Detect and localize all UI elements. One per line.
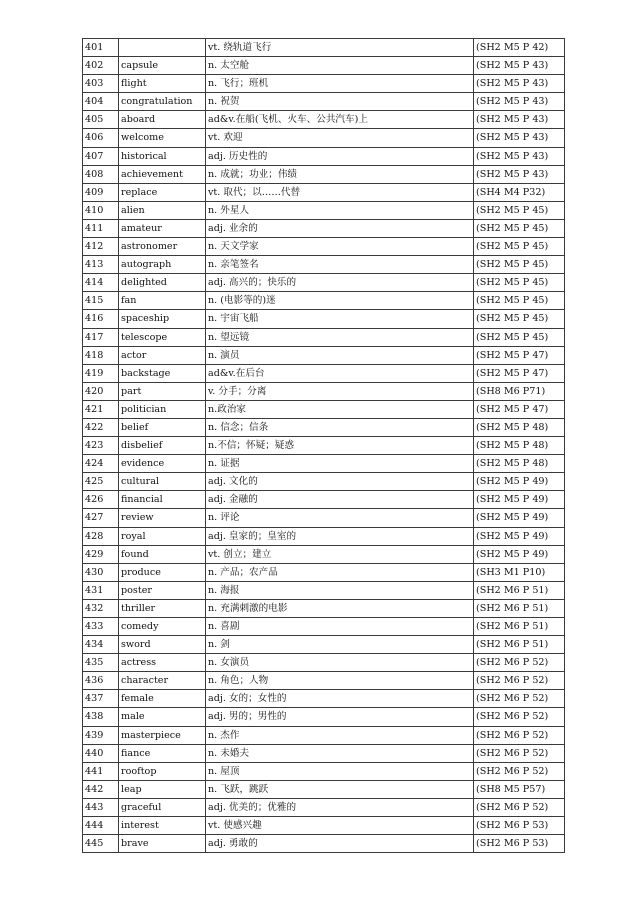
textbook-reference-cell: (SH2 M5 P 45) (474, 219, 565, 237)
table-row (83, 292, 565, 310)
entry-number-cell: 440 (83, 744, 119, 762)
definition-cell: adj. 业余的 (206, 219, 474, 237)
entry-number-cell: 414 (83, 274, 119, 292)
english-word-cell: female (119, 690, 206, 708)
textbook-reference-cell: (SH2 M5 P 49) (474, 491, 565, 509)
textbook-reference-cell: (SH2 M5 P 43) (474, 111, 565, 129)
textbook-reference-cell: (SH2 M6 P 52) (474, 762, 565, 780)
definition-cell: n. 充满刺激的电影 (206, 599, 474, 617)
entry-number-cell: 441 (83, 762, 119, 780)
textbook-reference-cell: (SH2 M6 P 51) (474, 599, 565, 617)
table-row (83, 563, 565, 581)
definition-cell: vt. 绕轨道飞行 (206, 39, 474, 57)
textbook-reference-cell: (SH2 M6 P 52) (474, 672, 565, 690)
textbook-reference-cell: (SH2 M5 P 45) (474, 292, 565, 310)
table-row (83, 672, 565, 690)
english-word-cell: royal (119, 527, 206, 545)
definition-cell: adj. 历史性的 (206, 147, 474, 165)
english-word-cell: rooftop (119, 762, 206, 780)
english-word-cell: alien (119, 201, 206, 219)
table-row (83, 636, 565, 654)
textbook-reference-cell: (SH2 M5 P 48) (474, 418, 565, 436)
table-row (83, 256, 565, 274)
textbook-reference-cell: (SH2 M5 P 45) (474, 328, 565, 346)
english-word-cell: part (119, 382, 206, 400)
table-row (83, 39, 565, 57)
english-word-cell: replace (119, 183, 206, 201)
english-word-cell: astronomer (119, 238, 206, 256)
definition-cell: n. 飞行；班机 (206, 75, 474, 93)
definition-cell: adj. 优美的；优雅的 (206, 798, 474, 816)
english-word-cell: spaceship (119, 310, 206, 328)
definition-cell: n. 女演员 (206, 654, 474, 672)
entry-number-cell: 420 (83, 382, 119, 400)
entry-number-cell: 415 (83, 292, 119, 310)
textbook-reference-cell: (SH8 M5 P57) (474, 780, 565, 798)
textbook-reference-cell: (SH2 M5 P 49) (474, 545, 565, 563)
entry-number-cell: 402 (83, 57, 119, 75)
table-row (83, 238, 565, 256)
textbook-reference-cell: (SH2 M6 P 51) (474, 581, 565, 599)
entry-number-cell: 437 (83, 690, 119, 708)
english-word-cell: cultural (119, 473, 206, 491)
table-row (83, 744, 565, 762)
table-row (83, 545, 565, 563)
vocabulary-table-body (83, 39, 565, 853)
entry-number-cell: 433 (83, 618, 119, 636)
textbook-reference-cell: (SH2 M5 P 43) (474, 129, 565, 147)
definition-cell: n. 外星人 (206, 201, 474, 219)
table-row (83, 382, 565, 400)
definition-cell: vt. 取代；以……代替 (206, 183, 474, 201)
textbook-reference-cell: (SH4 M4 P32) (474, 183, 565, 201)
textbook-reference-cell: (SH8 M6 P71) (474, 382, 565, 400)
definition-cell: n. 喜剧 (206, 618, 474, 636)
table-row (83, 618, 565, 636)
definition-cell: n. 未婚夫 (206, 744, 474, 762)
english-word-cell: evidence (119, 455, 206, 473)
entry-number-cell: 412 (83, 238, 119, 256)
entry-number-cell: 403 (83, 75, 119, 93)
english-word-cell: comedy (119, 618, 206, 636)
entry-number-cell: 445 (83, 835, 119, 853)
table-row (83, 219, 565, 237)
english-word-cell: delighted (119, 274, 206, 292)
definition-cell: n. 杰作 (206, 726, 474, 744)
english-word-cell: leap (119, 780, 206, 798)
textbook-reference-cell: (SH2 M5 P 49) (474, 509, 565, 527)
english-word-cell: graceful (119, 798, 206, 816)
table-row (83, 817, 565, 835)
textbook-reference-cell: (SH2 M6 P 52) (474, 798, 565, 816)
entry-number-cell: 417 (83, 328, 119, 346)
table-row (83, 599, 565, 617)
english-word-cell: telescope (119, 328, 206, 346)
table-row (83, 654, 565, 672)
table-row (83, 328, 565, 346)
textbook-reference-cell: (SH2 M5 P 43) (474, 57, 565, 75)
table-row (83, 310, 565, 328)
textbook-reference-cell: (SH2 M5 P 47) (474, 400, 565, 418)
entry-number-cell: 411 (83, 219, 119, 237)
textbook-reference-cell: (SH2 M5 P 49) (474, 473, 565, 491)
entry-number-cell: 407 (83, 147, 119, 165)
table-row (83, 726, 565, 744)
table-row (83, 455, 565, 473)
textbook-reference-cell: (SH2 M5 P 48) (474, 455, 565, 473)
definition-cell: n.政治家 (206, 400, 474, 418)
english-word-cell: interest (119, 817, 206, 835)
english-word-cell: congratulation (119, 93, 206, 111)
english-word-cell: capsule (119, 57, 206, 75)
table-row (83, 93, 565, 111)
entry-number-cell: 416 (83, 310, 119, 328)
definition-cell: n. 飞跃，跳跃 (206, 780, 474, 798)
table-row (83, 346, 565, 364)
textbook-reference-cell: (SH2 M5 P 43) (474, 147, 565, 165)
table-row (83, 165, 565, 183)
definition-cell: v. 分手；分离 (206, 382, 474, 400)
table-row (83, 274, 565, 292)
entry-number-cell: 442 (83, 780, 119, 798)
entry-number-cell: 405 (83, 111, 119, 129)
entry-number-cell: 421 (83, 400, 119, 418)
english-word-cell: disbelief (119, 437, 206, 455)
english-word-cell (119, 39, 206, 57)
table-row (83, 835, 565, 853)
textbook-reference-cell: (SH2 M5 P 49) (474, 527, 565, 545)
table-row (83, 201, 565, 219)
textbook-reference-cell: (SH2 M5 P 43) (474, 165, 565, 183)
entry-number-cell: 418 (83, 346, 119, 364)
table-row (83, 75, 565, 93)
textbook-reference-cell: (SH2 M5 P 47) (474, 364, 565, 382)
definition-cell: adj. 金融的 (206, 491, 474, 509)
entry-number-cell: 439 (83, 726, 119, 744)
entry-number-cell: 444 (83, 817, 119, 835)
table-row (83, 418, 565, 436)
entry-number-cell: 436 (83, 672, 119, 690)
english-word-cell: historical (119, 147, 206, 165)
entry-number-cell: 413 (83, 256, 119, 274)
english-word-cell: aboard (119, 111, 206, 129)
definition-cell: n. 角色；人物 (206, 672, 474, 690)
definition-cell: n. 演员 (206, 346, 474, 364)
entry-number-cell: 408 (83, 165, 119, 183)
english-word-cell: poster (119, 581, 206, 599)
table-row (83, 690, 565, 708)
table-row (83, 364, 565, 382)
definition-cell: n. 屋顶 (206, 762, 474, 780)
entry-number-cell: 404 (83, 93, 119, 111)
textbook-reference-cell: (SH3 M1 P10) (474, 563, 565, 581)
english-word-cell: welcome (119, 129, 206, 147)
definition-cell: adj. 男的；男性的 (206, 708, 474, 726)
definition-cell: adj. 女的；女性的 (206, 690, 474, 708)
definition-cell: vt. 创立；建立 (206, 545, 474, 563)
definition-cell: adj. 皇家的；皇室的 (206, 527, 474, 545)
definition-cell: n. 海报 (206, 581, 474, 599)
entry-number-cell: 419 (83, 364, 119, 382)
textbook-reference-cell: (SH2 M6 P 53) (474, 817, 565, 835)
entry-number-cell: 410 (83, 201, 119, 219)
definition-cell: n. 成就；功业；伟绩 (206, 165, 474, 183)
table-row (83, 129, 565, 147)
definition-cell: ad&v.在后台 (206, 364, 474, 382)
definition-cell: n. 剑 (206, 636, 474, 654)
entry-number-cell: 430 (83, 563, 119, 581)
english-word-cell: actress (119, 654, 206, 672)
table-row (83, 780, 565, 798)
definition-cell: vt. 使感兴趣 (206, 817, 474, 835)
english-word-cell: financial (119, 491, 206, 509)
english-word-cell: belief (119, 418, 206, 436)
table-row (83, 400, 565, 418)
definition-cell: n. 太空舱 (206, 57, 474, 75)
entry-number-cell: 426 (83, 491, 119, 509)
english-word-cell: sword (119, 636, 206, 654)
definition-cell: n.不信；怀疑；疑惑 (206, 437, 474, 455)
entry-number-cell: 424 (83, 455, 119, 473)
entry-number-cell: 432 (83, 599, 119, 617)
english-word-cell: brave (119, 835, 206, 853)
textbook-reference-cell: (SH2 M5 P 45) (474, 256, 565, 274)
textbook-reference-cell: (SH2 M5 P 43) (474, 93, 565, 111)
textbook-reference-cell: (SH2 M5 P 45) (474, 238, 565, 256)
english-word-cell: character (119, 672, 206, 690)
definition-cell: n. 亲笔签名 (206, 256, 474, 274)
definition-cell: n. 证据 (206, 455, 474, 473)
english-word-cell: fan (119, 292, 206, 310)
english-word-cell: flight (119, 75, 206, 93)
entry-number-cell: 428 (83, 527, 119, 545)
table-row (83, 509, 565, 527)
english-word-cell: male (119, 708, 206, 726)
definition-cell: adj. 勇敢的 (206, 835, 474, 853)
textbook-reference-cell: (SH2 M6 P 53) (474, 835, 565, 853)
textbook-reference-cell: (SH2 M5 P 47) (474, 346, 565, 364)
entry-number-cell: 409 (83, 183, 119, 201)
entry-number-cell: 422 (83, 418, 119, 436)
vocabulary-table (82, 38, 565, 853)
definition-cell: vt. 欢迎 (206, 129, 474, 147)
table-row (83, 581, 565, 599)
english-word-cell: review (119, 509, 206, 527)
textbook-reference-cell: (SH2 M6 P 51) (474, 618, 565, 636)
definition-cell: n. 信念；信条 (206, 418, 474, 436)
table-row (83, 437, 565, 455)
english-word-cell: produce (119, 563, 206, 581)
textbook-reference-cell: (SH2 M6 P 51) (474, 636, 565, 654)
entry-number-cell: 406 (83, 129, 119, 147)
english-word-cell: fiance (119, 744, 206, 762)
textbook-reference-cell: (SH2 M6 P 52) (474, 708, 565, 726)
textbook-reference-cell: (SH2 M5 P 45) (474, 274, 565, 292)
textbook-reference-cell: (SH2 M6 P 52) (474, 744, 565, 762)
table-row (83, 708, 565, 726)
entry-number-cell: 425 (83, 473, 119, 491)
definition-cell: n. 宇宙飞船 (206, 310, 474, 328)
table-row (83, 57, 565, 75)
english-word-cell: amateur (119, 219, 206, 237)
table-row (83, 183, 565, 201)
definition-cell: n. 天文学家 (206, 238, 474, 256)
table-row (83, 111, 565, 129)
entry-number-cell: 423 (83, 437, 119, 455)
english-word-cell: achievement (119, 165, 206, 183)
textbook-reference-cell: (SH2 M5 P 42) (474, 39, 565, 57)
entry-number-cell: 438 (83, 708, 119, 726)
textbook-reference-cell: (SH2 M5 P 45) (474, 201, 565, 219)
english-word-cell: found (119, 545, 206, 563)
definition-cell: n. 望远镜 (206, 328, 474, 346)
entry-number-cell: 443 (83, 798, 119, 816)
english-word-cell: actor (119, 346, 206, 364)
table-row (83, 147, 565, 165)
english-word-cell: masterpiece (119, 726, 206, 744)
table-row (83, 798, 565, 816)
definition-cell: adj. 文化的 (206, 473, 474, 491)
entry-number-cell: 429 (83, 545, 119, 563)
textbook-reference-cell: (SH2 M6 P 52) (474, 654, 565, 672)
textbook-reference-cell: (SH2 M5 P 48) (474, 437, 565, 455)
english-word-cell: thriller (119, 599, 206, 617)
definition-cell: n. 评论 (206, 509, 474, 527)
entry-number-cell: 431 (83, 581, 119, 599)
definition-cell: n. 祝贺 (206, 93, 474, 111)
textbook-reference-cell: (SH2 M5 P 43) (474, 75, 565, 93)
table-row (83, 491, 565, 509)
textbook-reference-cell: (SH2 M5 P 45) (474, 310, 565, 328)
table-row (83, 473, 565, 491)
textbook-reference-cell: (SH2 M6 P 52) (474, 690, 565, 708)
definition-cell: ad&v.在船(飞机、火车、公共汽车)上 (206, 111, 474, 129)
english-word-cell: politician (119, 400, 206, 418)
table-row (83, 527, 565, 545)
english-word-cell: autograph (119, 256, 206, 274)
definition-cell: n. (电影等的)迷 (206, 292, 474, 310)
entry-number-cell: 401 (83, 39, 119, 57)
entry-number-cell: 427 (83, 509, 119, 527)
textbook-reference-cell: (SH2 M6 P 52) (474, 726, 565, 744)
table-row (83, 762, 565, 780)
definition-cell: adj. 高兴的；快乐的 (206, 274, 474, 292)
entry-number-cell: 434 (83, 636, 119, 654)
definition-cell: n. 产品；农产品 (206, 563, 474, 581)
entry-number-cell: 435 (83, 654, 119, 672)
english-word-cell: backstage (119, 364, 206, 382)
